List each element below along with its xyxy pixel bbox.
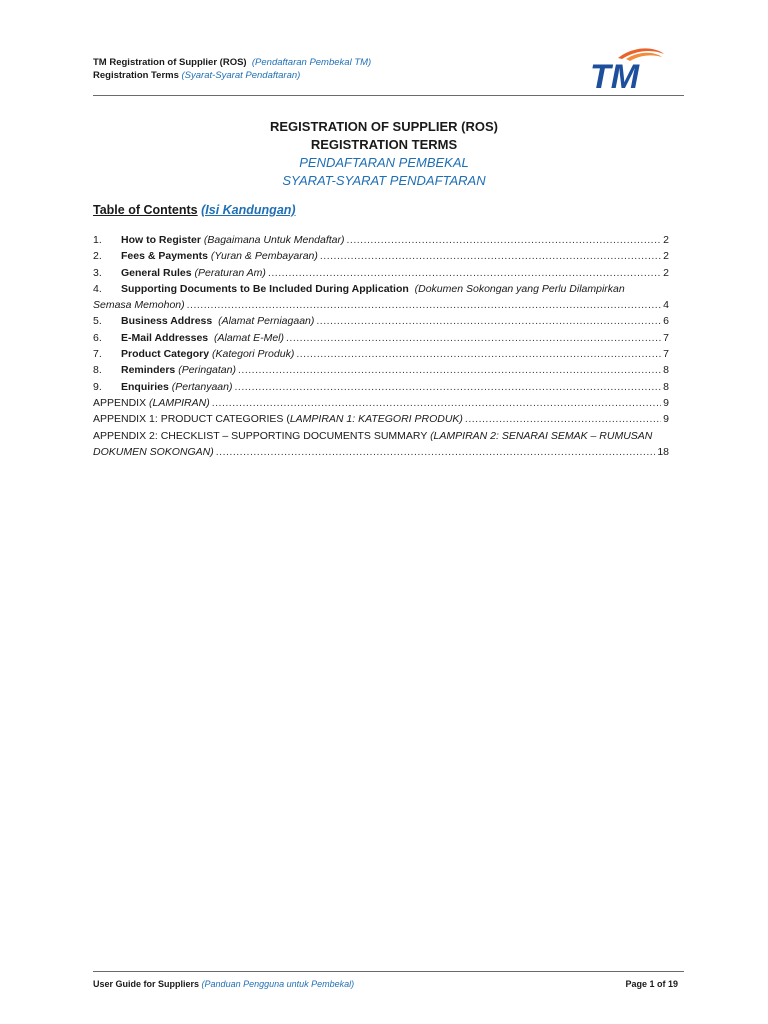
dot-leader xyxy=(234,381,661,393)
page-number: 2 xyxy=(663,234,669,246)
dot-leader xyxy=(465,413,661,425)
toc-appendix[interactable]: APPENDIX (LAMPIRAN) ..... 9 xyxy=(93,397,669,413)
toc-item-2[interactable]: 2. Fees & Payments (Yuran & Pembayaran) ..... 2 xyxy=(93,250,669,266)
dot-leader xyxy=(286,332,661,344)
footer-page-number: Page 1 of 19 xyxy=(625,979,678,989)
dot-leader xyxy=(316,315,661,327)
dot-leader xyxy=(187,299,662,311)
page-number: 2 xyxy=(663,250,669,263)
tm-logo xyxy=(588,46,666,92)
title-line-3: PENDAFTARAN PEMBEKAL xyxy=(299,155,469,170)
page-number: 6 xyxy=(663,315,669,328)
svg-text:TM: TM xyxy=(590,58,640,92)
title-line-1: REGISTRATION OF SUPPLIER (ROS) xyxy=(270,119,498,134)
dot-leader xyxy=(212,397,661,409)
toc-appendix-2[interactable]: APPENDIX 2: CHECKLIST – SUPPORTING DOCUMENTS SUMMARY (LAMPIRAN 2: SENARAI SEMAK – RUMUSAN xyxy=(93,429,653,442)
toc-item-9[interactable]: 9. Enquiries (Pertanyaan) ..... 8 xyxy=(93,381,669,397)
toc-appendix-2-continued[interactable]: DOKUMEN SOKONGAN) ..... 18 xyxy=(93,446,669,462)
page-number: 9 xyxy=(663,396,669,409)
footer-rule xyxy=(93,971,684,972)
page-number: 7 xyxy=(663,331,669,344)
page-number: 8 xyxy=(663,380,669,393)
page-number: 9 xyxy=(663,413,669,426)
page-number: 2 xyxy=(663,266,669,279)
header-rule xyxy=(93,95,684,96)
toc-item-6[interactable]: 6. E-Mail Addresses (Alamat E-Mel) ..... 7 xyxy=(93,332,669,348)
dot-leader xyxy=(296,348,661,360)
dot-leader xyxy=(238,364,661,376)
page-number: 18 xyxy=(657,445,669,458)
dot-leader xyxy=(347,234,662,246)
toc-item-4[interactable]: 4. Supporting Documents to Be Included During Application (Dokumen Sokongan yang Perlu Dilampirkan xyxy=(93,282,625,295)
toc-appendix-1[interactable]: APPENDIX 1: PRODUCT CATEGORIES (LAMPIRAN 1: KATEGORI PRODUK) ..... 9 xyxy=(93,413,669,429)
dot-leader xyxy=(216,446,656,458)
header-line-1: TM Registration of Supplier (ROS) (Pendaftaran Pembekal TM) xyxy=(93,57,372,68)
footer-guide-title: User Guide for Suppliers (Panduan Pengguna untuk Pembekal) xyxy=(93,979,355,989)
page-number: 4 xyxy=(663,299,669,312)
table-of-contents xyxy=(93,234,669,462)
page-number: 8 xyxy=(663,364,669,377)
title-line-2: REGISTRATION TERMS xyxy=(310,137,458,152)
dot-leader xyxy=(268,267,661,279)
dot-leader xyxy=(320,250,661,262)
page-number: 7 xyxy=(663,348,669,361)
header-line-2: Registration Terms (Syarat-Syarat Pendaftaran) xyxy=(93,70,301,81)
toc-item-1[interactable]: 1. How to Register (Bagaimana Untuk Mendaftar) ..... 2 xyxy=(93,234,669,250)
toc-item-5[interactable]: 5. Business Address (Alamat Perniagaan) ..... 6 xyxy=(93,315,669,331)
title-line-4: SYARAT-SYARAT PENDAFTARAN xyxy=(282,173,486,188)
toc-item-8[interactable]: 8. Reminders (Peringatan) ..... 8 xyxy=(93,364,669,380)
toc-heading: Table of Contents (Isi Kandungan) xyxy=(93,203,296,217)
toc-item-7[interactable]: 7. Product Category (Kategori Produk) ..... 7 xyxy=(93,348,669,364)
toc-item-3[interactable]: 3. General Rules (Peraturan Am) ..... 2 xyxy=(93,267,669,283)
toc-item-4-continued[interactable]: Semasa Memohon) ..... 4 xyxy=(93,299,669,315)
page-header xyxy=(93,56,371,82)
document-title-block xyxy=(0,118,768,190)
